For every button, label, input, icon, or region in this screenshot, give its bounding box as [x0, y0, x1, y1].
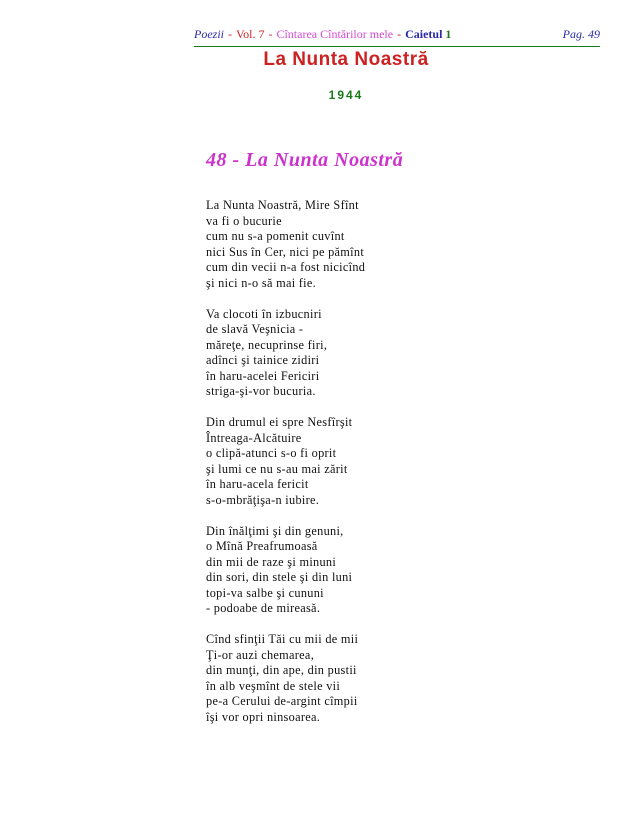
- poem-line: Ţi-or auzi chemarea,: [206, 647, 315, 662]
- poem-line: Cînd sfinţii Tăi cu mii de mii: [206, 632, 359, 646]
- header-volume: Vol. 7: [236, 27, 265, 41]
- header-notebook-number: 1: [445, 27, 452, 41]
- stanza: [206, 524, 506, 617]
- poem-line: pe-a Cerului de-argint cîmpii: [206, 694, 358, 708]
- poem-line: Va clocoti în izbucniri: [206, 306, 322, 321]
- page-title: La Nunta Noastră: [263, 49, 429, 70]
- poem-line: va fi o bucurie: [206, 213, 282, 228]
- page-header: [194, 27, 600, 47]
- poem-line: în haru-acelei Fericiri: [206, 368, 320, 383]
- poem-title: 48 - La Nunta Noastră: [206, 149, 404, 171]
- stanza: [206, 632, 506, 725]
- header-separator: -: [228, 27, 232, 41]
- poem-line: şi lumi ce nu s-au mai zărit: [206, 461, 348, 476]
- poem-line: s-o-mbrăţişa-n iubire.: [206, 492, 320, 507]
- poem-line: nici Sus în Cer, nici pe pămînt: [206, 244, 365, 259]
- poem-line: cum nu s-a pomenit cuvînt: [206, 229, 345, 243]
- header-poezii: Poezii: [194, 27, 224, 41]
- stanza: [206, 198, 506, 291]
- poem-line: în alb veşmînt de stele vii: [206, 678, 341, 693]
- header-notebook-label: Caietul: [405, 27, 443, 41]
- poem-line: în haru-acela fericit: [206, 477, 309, 491]
- poem-line: Din drumul ei spre Nesfîrşit: [206, 415, 353, 429]
- poem-line: de slavă Veşnicia -: [206, 322, 304, 336]
- poem-line: şi nici n-o să mai fie.: [206, 275, 317, 290]
- header-breadcrumb: [194, 27, 451, 42]
- stanza: [206, 307, 506, 400]
- poem-line: o clipă-atunci s-o fi oprit: [206, 446, 337, 460]
- poem-body: [206, 198, 506, 741]
- poem-line: cum din vecii n-a fost nicicînd: [206, 260, 366, 274]
- header-collection: Cîntarea Cîntărilor mele: [276, 27, 394, 41]
- header-separator: -: [397, 27, 402, 41]
- poem-line: striga-şi-vor bucuria.: [206, 384, 316, 398]
- year-label: 1944: [328, 88, 364, 102]
- poem-line: o Mînă Preafrumoasă: [206, 539, 318, 553]
- poem-line: îşi vor opri ninsoarea.: [206, 709, 321, 724]
- poem-line: din munţi, din ape, din pustii: [206, 663, 357, 677]
- poem-line: adînci şi tainice zidiri: [206, 353, 320, 367]
- poem-line: din mii de raze şi minuni: [206, 554, 337, 569]
- stanza: [206, 415, 506, 508]
- poem-line: topi-va salbe şi cununi: [206, 585, 324, 600]
- poem-line: Întreaga-Alcătuire: [206, 430, 302, 445]
- header-separator: -: [268, 27, 273, 41]
- poem-line: La Nunta Noastră, Mire Sfînt: [206, 198, 359, 212]
- poem-line: din sori, din stele şi din luni: [206, 570, 353, 584]
- poem-line: Din înălţimi şi din genuni,: [206, 523, 344, 538]
- page-number: Pag. 49: [562, 27, 600, 41]
- header-divider: [194, 46, 600, 47]
- poem-line: măreţe, necuprinse firi,: [206, 337, 328, 352]
- poem-line: - podoabe de mireasă.: [206, 601, 321, 615]
- header-notebook: [405, 27, 451, 41]
